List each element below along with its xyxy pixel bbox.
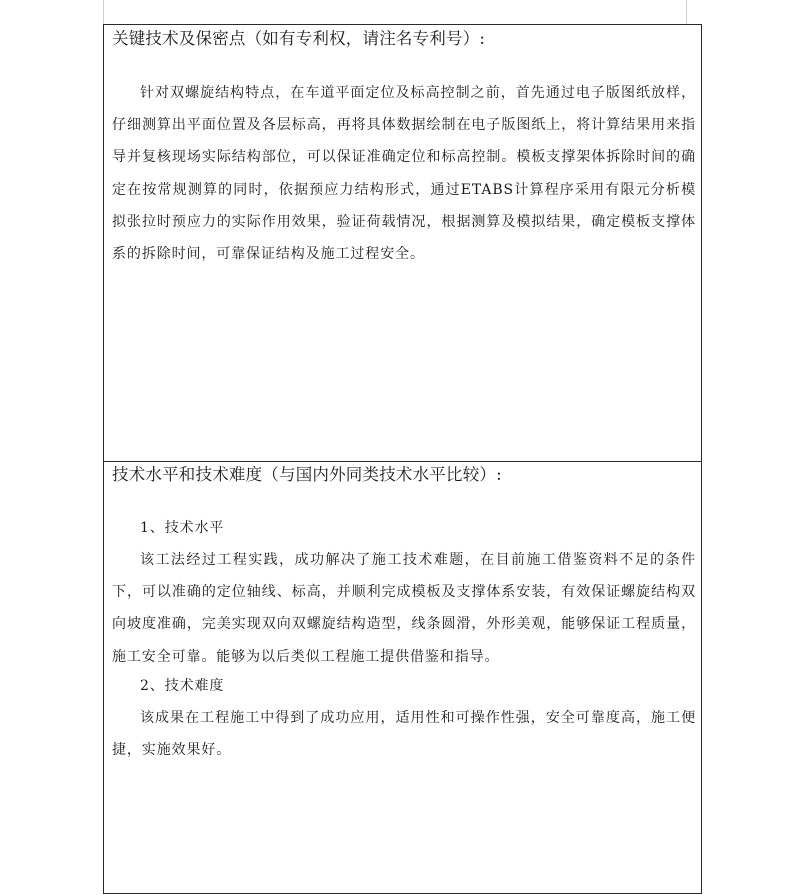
key-technology-paragraph: 针对双螺旋结构特点，在车道平面定位及标高控制之前，首先通过电子版图纸放样，仔细测算出平面位置及各层标高，再将具体数据绘制在电子版图纸上，将计算结果用来指导并复核现场实际结构部位，可以保证准确定位和标高控制。模板支撑架体拆除时间的确定在按常规测算的同时，依据预应力结构形式，通过ETABS计算程序采用有限元分析模拟张拉时预应力的实际作用效果，验证荷载情况，根据测算及模拟结果，确定模板支撑体系的拆除时间，可靠保证结构及施工过程安全。: [112, 85, 696, 263]
form-table: [103, 24, 702, 894]
technical-level-subheading: 1、技术水平: [140, 520, 225, 536]
technical-level-heading: 技术水平和技术难度（与国内外同类技术水平比较）:: [112, 465, 502, 484]
technical-difficulty-paragraph: 该成果在工程施工中得到了成功应用，适用性和可操作性强，安全可靠度高，施工便捷，实施效果好。: [112, 710, 696, 759]
page-margin-guide-right: [686, 0, 687, 24]
technical-level-paragraph: 该工法经过工程实践，成功解决了施工技术难题，在目前施工借鉴资料不足的条件下，可以准确的定位轴线、标高，并顺利完成模板及支撑体系安装，有效保证螺旋结构双向坡度准确，完美实现双向双螺旋结构造型，线条圆滑，外形美观，能够保证工程质量，施工安全可靠。能够为以后类似工程施工提供借鉴和指导。: [112, 552, 696, 665]
page-margin-guide-left: [103, 0, 104, 24]
key-technology-section: [104, 25, 701, 462]
technical-level-section: [104, 462, 701, 895]
key-technology-heading: 关键技术及保密点（如有专利权，请注名专利号）:: [112, 29, 486, 48]
technical-difficulty-subheading: 2、技术难度: [140, 678, 225, 694]
